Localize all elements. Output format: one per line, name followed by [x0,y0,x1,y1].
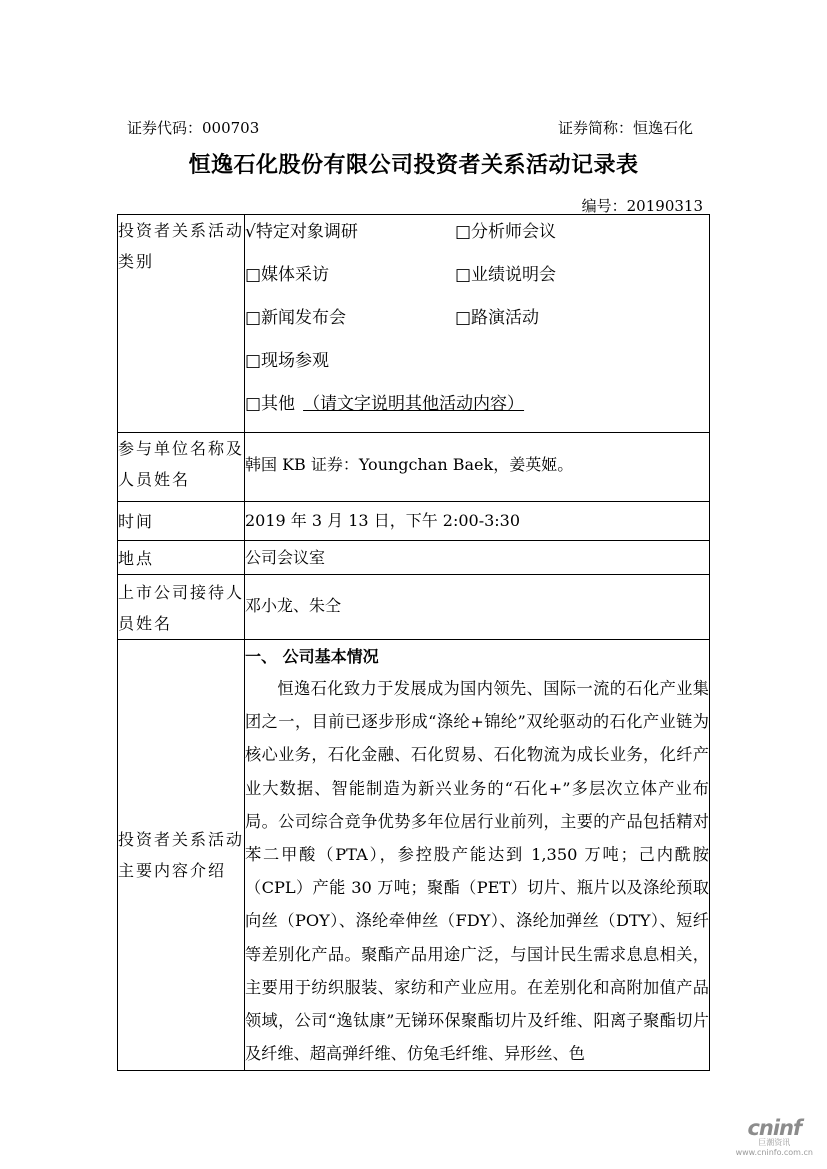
cninfo-logo-url: www.cninfo.com.cn [735,1148,813,1157]
location-label: 地点 [118,541,245,575]
company-overview-paragraph: 恒逸石化致力于发展成为国内领先、国际一流的石化产业集团之一，目前已逐步形成“涤纶+锦纶”双纶驱动的石化产业链为核心业务，石化金融、石化贸易、石化物流为成长业务，化纤产业大数据、智能制造为新兴业务的“石化+”多层次立体产业布局。公司综合竞争优势多年位居行业前列，主要的产品包括精对苯二甲酸（PTA），参控股产能达到 1,350 万吨；己内酰胺（CPL）产能 30 万吨；聚酯（PET）切片、瓶片以及涤纶预取向丝（POY）、涤纶牵伸丝（FDY）、涤纶加弹丝（DTY）、短纤等差别化产品。聚酯产品用途广泛，与国计民生需求息息相关，主要用于纺织服装、家纺和产业应用。在差别化和高附加值产品领域，公司“逸钛康”无锑环保聚酯切片及纤维、阳离子聚酯切片及纤维、超高弹纤维、仿兔毛纤维、异形丝、色 [245,679,709,1064]
stock-short-name: 证券简称：恒逸石化 [557,119,693,137]
row-main-content [118,640,710,1071]
document-title: 恒逸石化股份有限公司投资者关系活动记录表 [188,152,639,178]
activity-type-label: 投资者关系活动类别 [118,215,245,433]
cninfo-logo [736,1116,813,1157]
time-value: 2019 年 3 月 13 日，下午 2:00-3:30 [245,511,521,530]
main-content-label: 投资者关系活动主要内容介绍 [118,640,245,1071]
option-roadshow[interactable]: □路演活动 [455,308,540,328]
reception-value: 邓小龙、朱仝 [245,596,342,615]
cninfo-logo-brand: cninf [747,1116,802,1140]
option-other-label: □其他 [245,394,296,414]
option-press-conference[interactable]: □新闻发布会 [245,308,347,328]
stock-code: 证券代码：000703 [127,119,260,137]
option-other-note: （请文字说明其他活动内容） [303,394,525,414]
row-location [118,541,710,575]
option-site-visit[interactable]: □现场参观 [245,351,330,371]
row-activity-type [118,215,710,433]
section-title: 一、 公司基本情况 [245,647,379,666]
participants-value: 韩国 KB 证券：Youngchan Baek，姜英姬。 [245,455,574,474]
participants-label: 参与单位名称及人员姓名 [118,433,245,502]
row-time [118,502,710,541]
row-participants [118,433,710,502]
option-results-briefing[interactable]: □业绩说明会 [455,265,557,285]
activity-type-options [245,215,710,433]
option-other[interactable] [245,392,709,422]
location-value: 公司会议室 [245,548,326,567]
cninfo-logo-cn: 巨潮资讯 [758,1138,791,1147]
serial-number: 编号：20190313 [581,197,703,215]
option-media-interview[interactable]: □媒体采访 [245,265,330,285]
time-label: 时间 [118,502,245,541]
reception-label: 上市公司接待人员姓名 [118,575,245,640]
row-reception [118,575,710,640]
record-table [117,214,710,1071]
option-specific-research[interactable]: √特定对象调研 [245,222,358,242]
option-analyst-meeting[interactable]: □分析师会议 [455,222,557,242]
